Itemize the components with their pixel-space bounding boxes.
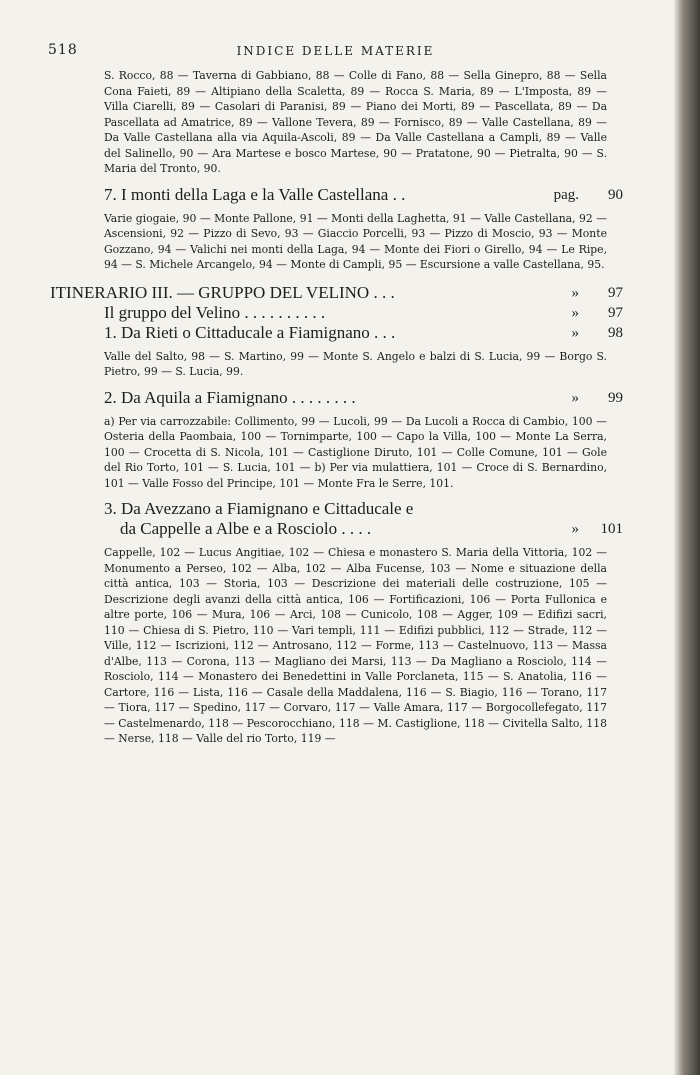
section-7-title: 7. I monti della Laga e la Valle Castellana . . [104,184,406,204]
section-3-title-line-1: 3. Da Avezzano a Fiamignano e Cittaducale e [104,499,414,518]
page-header [48,42,623,68]
index-page [48,42,623,747]
section-1-heading [104,323,623,343]
section-2-heading [104,388,623,408]
running-head: INDICE DELLE MATERIE [236,44,435,58]
section-7-pag-label: pag. [553,186,579,203]
continued-entry-text: S. Rocco, 88 — Taverna di Gabbiano, 88 — Colle di Fano, 88 — Sella Ginepro, 88 — Sella Cona Faieti, 89 — Altipiano della Scaletta, 89 — Rocca S. Maria, 89 — L'Imposta, 89 — Villa Ciarelli, 89 — Casolari di Paranisi, 89 — Piano dei Morti, 89 — Pascellata, 89 — Da Pascellata ad Amatrice, 89 — Vallone Tevera, 89 — Fornisco, 89 — Valle Castellana, 89 — Da Valle Castellana alla via Aquila-Ascoli, 89 — Da Valle Castellana a Campli, 89 — Valle del Salinello, 90 — Ara Martese e bosco Martese, 90 — Pratatone, 90 — Pietralta, 90 — S. Maria del Tronto, 90. [104,69,607,175]
itinerario-heading [50,283,623,303]
group-page: 97 [608,304,623,321]
group-title: Il gruppo del Velino . . . . . . . . . . [104,302,326,322]
section-1-mark: » [571,324,579,341]
section-1-page: 98 [608,324,623,341]
section-3-text: Cappelle, 102 — Lucus Angitiae, 102 — Chiesa e monastero S. Maria della Vittoria, 102 — Monumento a Perseo, 102 — Alba, 102 — Alba Fucense, 103 — Nome e situazione della città antica, 103 — Storia, 103 — Descrizione dei materiali delle costruzione, 105 — Descrizione degli avanzi della città antica, 106 — Fortificazioni, 106 — Porta Fullonica e altre porte, 106 — Mura, 106 — Arci, 108 — Cunicolo, 108 — Agger, 109 — Edifizi sacri, 110 — Chiesa di S. Pietro, 110 — Vari templi, 111 — Edifizi pubblici, 112 — Strade, 112 — Ville, 112 — Iscrizioni, 112 — Antrosano, 112 — Forme, 113 — Castelnuovo, 113 — Massa d'Albe, 113 — Corona, 113 — Magliano dei Marsi, 113 — Da Magliano a Rosciolo, 114 — Rosciolo, 114 — Monastero dei Benedettini in Valle Porclaneta, 115 — S. Anatolia, 116 — Cartore, 116 — Lista, 116 — Casale della Maddalena, 116 — S. Biagio, 116 — Torano, 117 — Tiora, 117 — Spedino, 117 — Corvaro, 117 — Valle Amara, 117 — Borgocollefegato, 117 — Castelmenardo, 118 — Pescorocchiano, 118 — M. Castiglione, 118 — Civitella Salto, 118 — Nerse, 118 — Valle del rio Torto, 119 — [104,546,607,745]
section-1-title: 1. Da Rieti o Cittaducale a Fiamignano . . . [104,322,396,342]
section-2-text: a) Per via carrozzabile: Collimento, 99 — Lucoli, 99 — Da Lucoli a Rocca di Cambio, 100 — Osteria della Paombaia, 100 — Tornimparte, 100 — Capo la Villa, 100 — Monte La Serra, 100 — Crocetta di S. Nicola, 101 — Castiglione Diruto, 101 — Colle Comune, 101 — Gole del Rio Torto, 101 — S. Lucia, 101 — b) Per via mulattiera, 101 — Croce di S. Bernardino, 101 — Valle Fosso del Principe, 101 — Monte Fra le Serre, 101. [104,414,607,490]
page-edge-shadow [674,0,700,1075]
itinerario-title: ITINERARIO III. — GRUPPO DEL VELINO . . . [50,282,395,302]
section-2-page: 99 [608,389,623,406]
section-3-mark: » [571,521,579,537]
section-2-title: 2. Da Aquila a Fiamignano . . . . . . . . [104,387,356,407]
group-heading [104,303,623,323]
page-number: 518 [48,42,78,58]
group-mark: » [571,304,579,321]
section-7-heading [104,185,623,205]
section-7-page: 90 [608,186,623,203]
section-7-text: Varie giogaie, 90 — Monte Pallone, 91 — Monti della Laghetta, 91 — Valle Castellana, 92 — Ascensioni, 92 — Pizzo di Sevo, 93 — Giaccio Porcelli, 93 — Pizzo di Moscio, 93 — Monte Gozzano, 94 — Valichi nei monti della Laga, 94 — Monte dei Fiori o Girello, 94 — Le Ripe, 94 — S. Michele Arcangelo, 94 — Monte di Campli, 95 — Escursione a valle Castellana, 95. [104,211,607,271]
itinerario-mark: » [571,284,579,301]
itinerario-page: 97 [608,284,623,301]
section-1-text: Valle del Salto, 98 — S. Martino, 99 — Monte S. Angelo e balzi di S. Lucia, 99 — Borgo S. Pietro, 99 — S. Lucia, 99. [104,349,607,378]
section-3-heading [104,499,623,539]
section-3-title-line-2: da Cappelle a Albe e a Rosciolo . . . . [120,519,372,538]
section-2-mark: » [571,389,579,406]
section-3-page: 101 [600,521,623,537]
